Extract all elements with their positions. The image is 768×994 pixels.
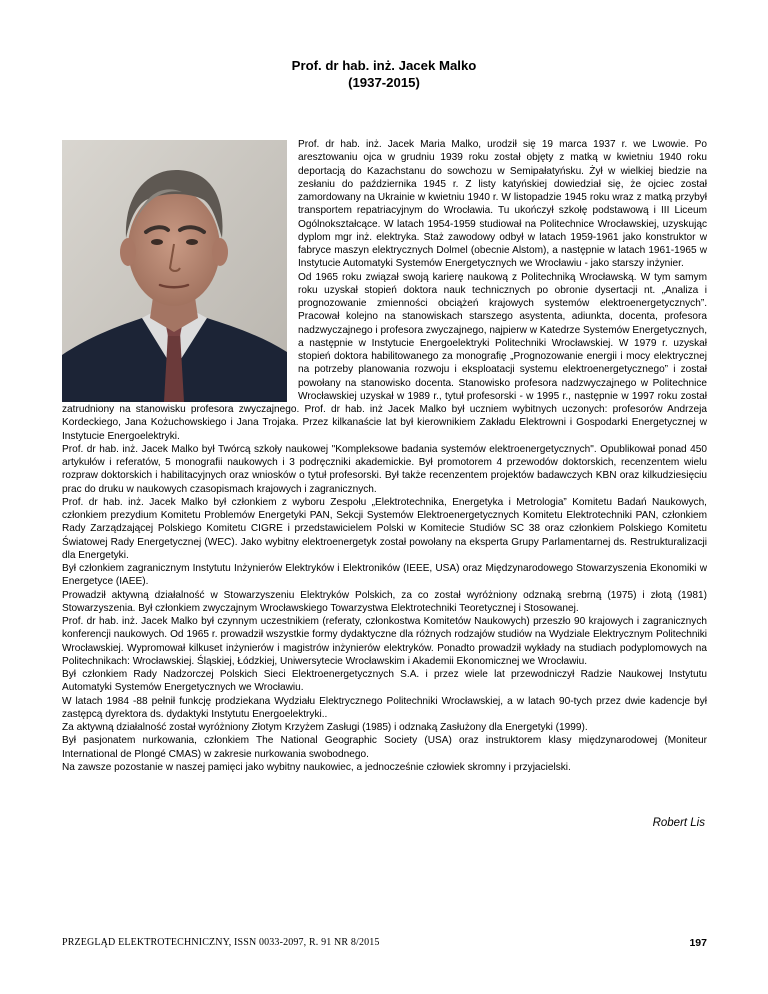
paragraph: Na zawsze pozostanie w naszej pamięci jako wybitny naukowiec, a jednocześnie człowiek skromny i przyjacielski. bbox=[62, 761, 571, 773]
paragraph: Był pasjonatem nurkowania, członkiem The National Geographic Society (USA) oraz instruktorem klasy międzynarodowej (Moniteur International de Plongé CMAS) w zakresie nurkowania swobodnego. bbox=[62, 735, 707, 760]
photo-space bbox=[62, 138, 298, 400]
article-body bbox=[62, 138, 707, 774]
paragraph: Był członkiem Rady Nadzorczej Polskich Sieci Elektroenergetycznych S.A. i przez wiele lat przewodniczył Radzie Naukowej Instytutu Automatyki Systemów Energetycznych we Wrocławiu. bbox=[62, 669, 707, 694]
paragraph: Od 1965 roku związał swoją karierę naukową z Politechniką Wrocławską. W tym samym roku uzyskał stopień doktora nauk technicznych po obronie dysertacji nt. „Analiza i prognozowanie zmienności obciążeń krajowych systemów elektroenergetycznych”. Pracował kolejno na stanowiskach starszego asystenta, adiunkta, docenta, profesora nadzwyczajnego i profesora zwyczajnego, najpierw w Katedrze Systemów Energetycznych, a następnie w Instytucie Energoelektryki Politechniki Wrocławskiej. W 1979 r. uzyskał stopień doktora habilitowanego za monografię „Prognozowanie energii i mocy elektrycznej na potrzeby planowania rozwoju i eksploatacji systemu elektroenergetycznego” i został powołany na stanowisko docenta. Stanowisko profesora nadzwyczajnego w Politechnice Wrocławskiej uzyskał w 1989 r., tytuł profesorski - w 1995 r., następnie w 1997 roku został zatrudniony na stanowisku profesora zwyczajnego. Prof. dr hab. inż Jacek Malko był uczniem wybitnych uczonych: profesorów Andrzeja Kordeckiego, Jana Kożuchowskiego i Jana Trojaka. Przez kilkanaście lat był kierownikiem Zakładu Elektrowni i Gospodarki Energetycznej w Instytucie Energoelektryki. bbox=[62, 271, 707, 442]
paragraph: W latach 1984 -88 pełnił funkcję prodziekana Wydziału Elektrycznego Politechniki Wrocławskiej, a w latach 90-tych przez dwie kadencje był zastępcą dyrektora ds. dydaktyki Instytutu Energoelektryki.. bbox=[62, 695, 707, 720]
paragraph: Prof. dr hab. inż. Jacek Malko był członkiem z wyboru Zespołu „Elektrotechnika, Energetyka i Metrologia” Komitetu Badań Naukowych, członkiem prezydium Komitetu Problemów Energetyki PAN, Sekcji Systemów Elektroenergetycznych Komitetu Elektrotechniki PAN, członkiem Rady Zarządzającej Polskiego Komitetu CIGRE i przedstawicielem Polski w Komitecie Studiów SC 38 oraz członkiem Polskiego Komitetu Światowej Rady Energetycznej (WEC). Jako wybitny elektroenergetyk został powołany na eksperta Grupy Parlamentarnej ds. Restrukturalizacji dla Energetyki. bbox=[62, 496, 707, 561]
author-signature: Robert Lis bbox=[652, 817, 705, 829]
paragraph: Prof. dr hab. inż. Jacek Malko był Twórcą szkoły naukowej "Kompleksowe badania systemów elektroenergetycznych". Opublikował ponad 450 artykułów i referatów, 5 monografii naukowych i 3 podręczniki akademickie. Był promotorem 4 przewodów doktorskich, recenzentem wielu rozpraw doktorskich i habilitacyjnych oraz wniosków o tytuł profesorski. Był także recenzentem projektów badawczych KBN oraz kilkudziesięciu prac do druku w naukowych czasopismach krajowych i zagranicznych. bbox=[62, 443, 707, 495]
paragraph: Prowadził aktywną działalność w Stowarzyszeniu Elektryków Polskich, za co został wyróżniony odznaką srebrną (1975) i złotą (1981) Stowarzyszenia. Był członkiem zwyczajnym Wrocławskiego Towarzystwa Elektrotechniki Teoretycznej i Stosowanej. bbox=[62, 589, 707, 614]
life-years: (1937-2015) bbox=[348, 75, 420, 90]
paragraph: Prof. dr hab. inż. Jacek Maria Malko, urodził się 19 marca 1937 r. we Lwowie. Po aresztowaniu ojca w grudniu 1939 roku został objęty z matką w kwietniu 1940 roku deportacją do Kazachstanu do sowchozu w Semipałatyńsku. Żył w wielkiej biedzie na zesłaniu do października 1945 r. Z listy katyńskiej dowiedział się, że ojciec został zamordowany na Ukrainie w kwietniu 1940 r. W listopadzie 1945 roku wraz z matką przybył transportem repatriacyjnym do Wrocławia. Tu ukończył szkołę podstawową i III Liceum Ogólnokształcące. W latach 1954-1959 studiował na Politechnice Wrocławskiej, uzyskując dyplom mgr inż. elektryka. Staż zawodowy odbył w latach 1959-1961 jako konstruktor w fabryce maszyn elektrycznych Dolmel (obecnie Alstom), a następnie w latach 1961-1965 w Instytucie Automatyki Systemów Energetycznych we Wrocławiu - jako starszy inżynier. bbox=[298, 139, 707, 270]
page-number: 197 bbox=[689, 937, 707, 949]
article-title bbox=[0, 57, 768, 91]
paragraph: Prof. dr hab. inż. Jacek Malko był czynnym uczestnikiem (referaty, członkostwa Komitetów Naukowych) przeszło 90 krajowych i zagranicznych konferencji naukowych. Od 1965 r. prowadził wszystkie formy dydaktyczne dla różnych rodzajów studiów na Wydziale Elektrycznym Politechniki Wrocławskiej. Wypromował kilkuset inżynierów i magistrów inżynierów elektryków. Ponadto prowadził wykłady na studiach podyplomowych na Politechnikach: Wrocławskiej. Śląskiej, Łódzkiej, Uniwersytecie Wrocławskim i Akademii Ekonomicznej we Wrocławiu. bbox=[62, 616, 707, 667]
page-footer bbox=[62, 937, 707, 948]
paragraph: Był członkiem zagranicznym Instytutu Inżynierów Elektryków i Elektroników (IEEE, USA) oraz Międzynarodowego Stowarzyszenia Ekonomiki w Energetyce (IAEE). bbox=[62, 563, 707, 588]
journal-reference: PRZEGLĄD ELEKTROTECHNICZNY, ISSN 0033-2097, R. 91 NR 8/2015 bbox=[62, 937, 380, 948]
person-name: Prof. dr hab. inż. Jacek Malko bbox=[291, 58, 477, 73]
paragraph: Za aktywną działalność został wyróżniony Złotym Krzyżem Zasługi (1985) i odznaką Zasłużony dla Energetyki (1999). bbox=[62, 722, 588, 733]
